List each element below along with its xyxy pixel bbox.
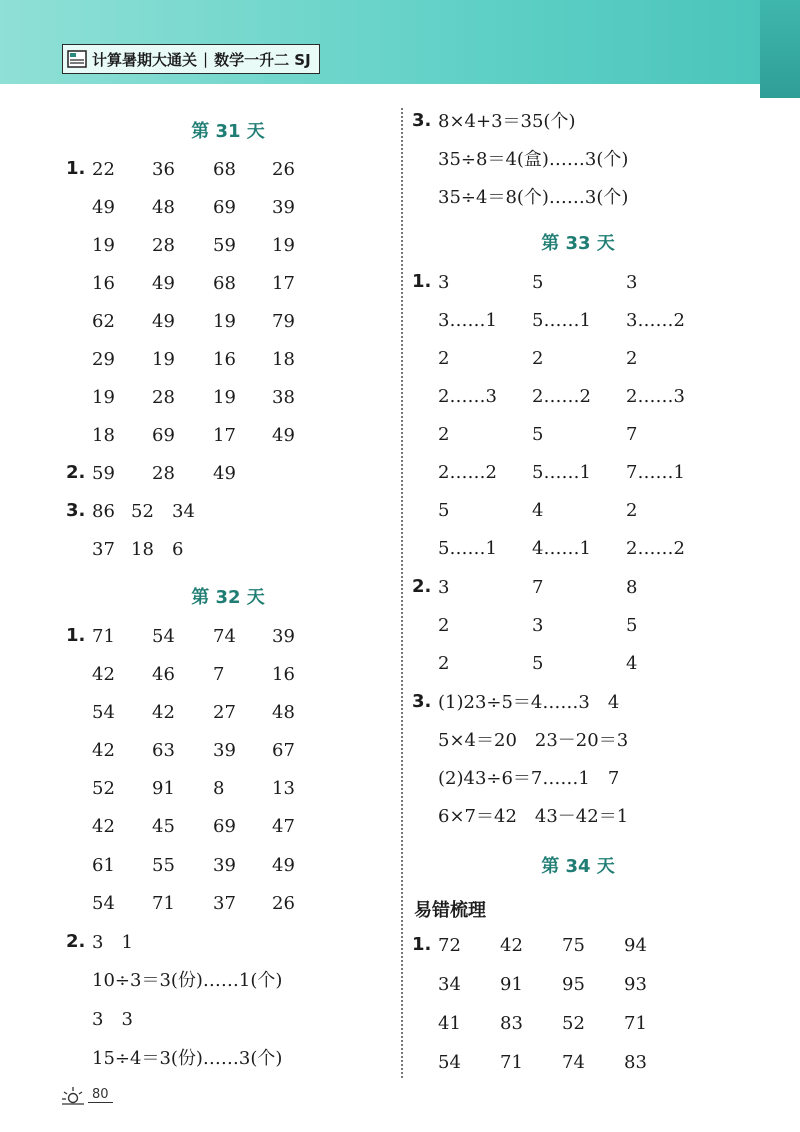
answer-cell: 28 [152, 463, 175, 484]
answer-cell: 49 [152, 311, 175, 332]
answer-cell: 42 [92, 664, 115, 685]
header-separator: | [203, 50, 209, 68]
answer-cell: 49 [152, 273, 175, 294]
answer-cell: 37 [213, 893, 236, 914]
answer-cell: 54 [438, 1052, 461, 1073]
answer-cell: 75 [562, 935, 585, 956]
answer-cell: 39 [272, 626, 295, 647]
answer-cell: 19 [92, 387, 115, 408]
question-number: 2. [412, 576, 432, 597]
answer-cell: 2 [532, 348, 544, 369]
answer-cell: 62 [92, 311, 115, 332]
answer-cell: 36 [152, 159, 175, 180]
answer-cell: 83 [624, 1052, 647, 1073]
question-number: 2. [66, 462, 86, 483]
answer-cell: 22 [92, 159, 115, 180]
answer-cell: 18 [92, 425, 115, 446]
column-divider [401, 108, 403, 1078]
answer-cell: 19 [152, 349, 175, 370]
question-number: 1. [66, 625, 86, 646]
answer-cell: 52 [562, 1013, 585, 1034]
answer-cell: 4……1 [532, 538, 591, 559]
answer-cell: 49 [272, 855, 295, 876]
answer-cell: 42 [92, 740, 115, 761]
answer-cell: 5……1 [532, 310, 591, 331]
answer-cell: 45 [152, 816, 175, 837]
answer-cell: 71 [92, 626, 115, 647]
answer-cell: 2……2 [438, 462, 497, 483]
answer-cell: 7 [532, 577, 544, 598]
question-number: 1. [412, 934, 432, 955]
answer-cell: 54 [152, 626, 175, 647]
answer-cell: 17 [213, 425, 236, 446]
answer-cell: 59 [92, 463, 115, 484]
header-label [62, 44, 320, 74]
answer-cell: 5 [532, 424, 544, 445]
answer-cell: 52 [92, 778, 115, 799]
answer-cell: 7……1 [626, 462, 685, 483]
answer-cell: 48 [272, 702, 295, 723]
answer-cell: 27 [213, 702, 236, 723]
answer-line: 35÷8＝4(盒)……3(个) [438, 149, 629, 170]
answer-cell: 2 [626, 500, 638, 521]
answer-cell: 5 [532, 272, 544, 293]
answer-cell: 48 [152, 197, 175, 218]
answer-cell: 5……1 [532, 462, 591, 483]
answer-cell: 17 [272, 273, 295, 294]
answer-line: 10÷3＝3(份)……1(个) [92, 970, 283, 991]
answer-line: 3 3 [92, 1009, 133, 1030]
answer-line: 3 1 [92, 932, 133, 953]
sun-icon [60, 1084, 86, 1106]
answer-cell: 2……3 [438, 386, 497, 407]
answer-cell: 74 [213, 626, 236, 647]
answer-cell: 91 [500, 974, 523, 995]
answer-cell: 42 [92, 816, 115, 837]
answer-cell: 16 [272, 664, 295, 685]
answer-cell: 67 [272, 740, 295, 761]
question-number: 2. [66, 931, 86, 952]
day-32-title: 第 32 天 [191, 587, 265, 608]
answer-cell: 2 [438, 653, 450, 674]
answer-cell: 79 [272, 311, 295, 332]
answer-cell: 28 [152, 235, 175, 256]
answer-cell: 3 [438, 272, 450, 293]
header-fold [760, 0, 800, 98]
answer-cell: 2 [438, 424, 450, 445]
answer-cell: 2 [438, 615, 450, 636]
answer-cell: 71 [500, 1052, 523, 1073]
answer-cell: 8 [626, 577, 638, 598]
answer-line: 8×4+3＝35(个) [438, 111, 576, 132]
answer-cell: 34 [172, 501, 195, 522]
answer-cell: 68 [213, 273, 236, 294]
book-title: 计算暑期大通关 [92, 50, 198, 69]
answer-cell: 13 [272, 778, 295, 799]
answer-cell: 42 [500, 935, 523, 956]
answer-cell: 16 [92, 273, 115, 294]
answer-cell: 38 [272, 387, 295, 408]
answer-line: (1)23÷5＝4……3 4 [438, 692, 620, 713]
question-number: 3. [412, 110, 432, 131]
answer-cell: 68 [213, 159, 236, 180]
answer-cell: 6 [172, 539, 184, 560]
answer-cell: 74 [562, 1052, 585, 1073]
answer-cell: 49 [213, 463, 236, 484]
answer-cell: 39 [272, 197, 295, 218]
answer-cell: 39 [213, 740, 236, 761]
answer-cell: 69 [213, 816, 236, 837]
answer-cell: 19 [213, 387, 236, 408]
answer-cell: 83 [500, 1013, 523, 1034]
answer-cell: 3……1 [438, 310, 497, 331]
page-number: 80 [88, 1087, 113, 1103]
answer-cell: 19 [213, 311, 236, 332]
day-33-title: 第 33 天 [541, 233, 615, 254]
answer-cell: 95 [562, 974, 585, 995]
answer-cell: 29 [92, 349, 115, 370]
answer-cell: 39 [213, 855, 236, 876]
day-34-title: 第 34 天 [541, 856, 615, 877]
question-number: 1. [412, 271, 432, 292]
answer-cell: 26 [272, 159, 295, 180]
answer-line: 5×4＝20 23－20＝3 [438, 730, 629, 751]
answer-cell: 52 [131, 501, 154, 522]
answer-cell: 71 [152, 893, 175, 914]
answer-line: 15÷4＝3(份)……3(个) [92, 1048, 283, 1069]
answer-cell: 7 [213, 664, 225, 685]
answer-cell: 55 [152, 855, 175, 876]
answer-cell: 18 [272, 349, 295, 370]
question-number: 1. [66, 158, 86, 179]
answer-cell: 61 [92, 855, 115, 876]
answer-line: (2)43÷6＝7……1 7 [438, 768, 620, 789]
section-subtitle: 易错梳理 [414, 900, 486, 921]
answer-line: 35÷4＝8(个)……3(个) [438, 187, 629, 208]
answer-cell: 47 [272, 816, 295, 837]
answer-cell: 34 [438, 974, 461, 995]
answer-cell: 37 [92, 539, 115, 560]
answer-cell: 69 [213, 197, 236, 218]
subject-label: 数学一升二 SJ [214, 50, 311, 69]
day-31-title: 第 31 天 [191, 121, 265, 142]
answer-cell: 18 [131, 539, 154, 560]
answer-cell: 5 [626, 615, 638, 636]
answer-cell: 72 [438, 935, 461, 956]
answer-cell: 91 [152, 778, 175, 799]
answer-cell: 2 [626, 348, 638, 369]
answer-cell: 63 [152, 740, 175, 761]
answer-cell: 19 [272, 235, 295, 256]
question-number: 3. [412, 691, 432, 712]
answer-cell: 3……2 [626, 310, 685, 331]
answer-cell: 86 [92, 501, 115, 522]
answer-cell: 5……1 [438, 538, 497, 559]
answer-cell: 4 [532, 500, 544, 521]
page-footer [60, 1084, 113, 1106]
answer-cell: 69 [152, 425, 175, 446]
answer-cell: 49 [92, 197, 115, 218]
question-number: 3. [66, 500, 86, 521]
answer-cell: 26 [272, 893, 295, 914]
answer-cell: 2……2 [626, 538, 685, 559]
answer-cell: 2……2 [532, 386, 591, 407]
answer-line: 6×7＝42 43－42＝1 [438, 806, 629, 827]
answer-cell: 94 [624, 935, 647, 956]
answer-cell: 54 [92, 893, 115, 914]
answer-cell: 4 [626, 653, 638, 674]
answer-cell: 46 [152, 664, 175, 685]
book-icon [67, 49, 87, 69]
answer-cell: 3 [532, 615, 544, 636]
answer-cell: 2 [438, 348, 450, 369]
answer-cell: 3 [626, 272, 638, 293]
answer-cell: 71 [624, 1013, 647, 1034]
answer-cell: 5 [438, 500, 450, 521]
answer-cell: 41 [438, 1013, 461, 1034]
answer-cell: 54 [92, 702, 115, 723]
answer-cell: 59 [213, 235, 236, 256]
answer-cell: 42 [152, 702, 175, 723]
answer-cell: 2……3 [626, 386, 685, 407]
answer-cell: 19 [92, 235, 115, 256]
answer-cell: 3 [438, 577, 450, 598]
answer-cell: 5 [532, 653, 544, 674]
answer-cell: 49 [272, 425, 295, 446]
answer-cell: 16 [213, 349, 236, 370]
answer-cell: 7 [626, 424, 638, 445]
answer-cell: 28 [152, 387, 175, 408]
answer-cell: 93 [624, 974, 647, 995]
answer-cell: 8 [213, 778, 225, 799]
